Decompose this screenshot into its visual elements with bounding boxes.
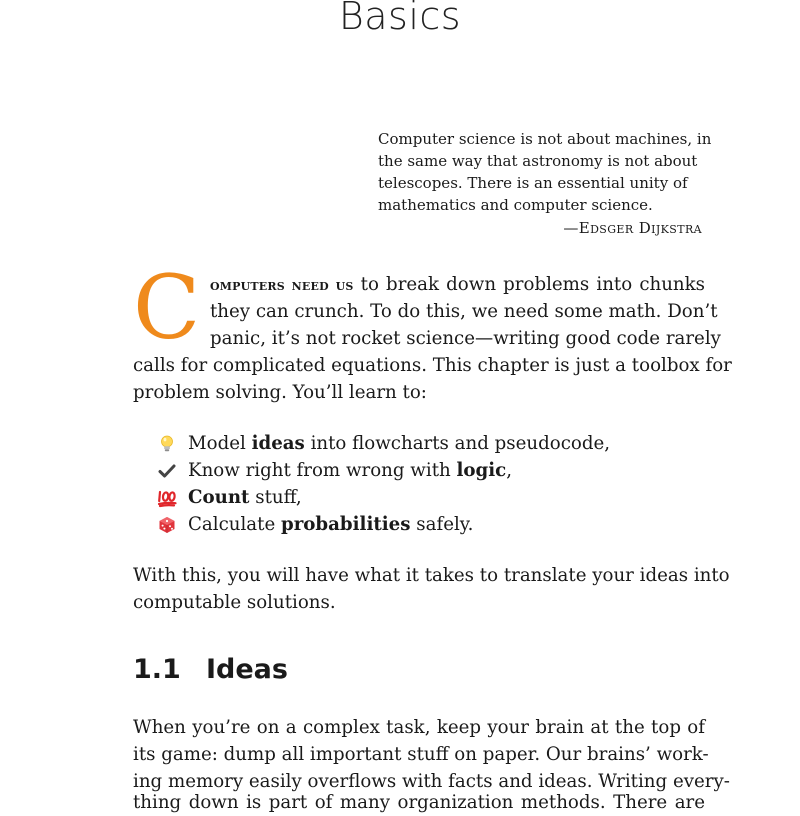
list-item (158, 457, 610, 484)
paragraph-line: With this, you will have what it takes to translate your ideas into (133, 565, 730, 586)
intro-paragraph (133, 271, 732, 406)
intro-line: calls for complicated equations. This chapter is just a toolbox for (133, 355, 732, 376)
epigraph-attribution: —Edsger Dijkstra (563, 219, 702, 237)
list-item (158, 511, 610, 538)
list-item (158, 484, 610, 511)
section-paragraph (133, 714, 730, 795)
list-item-text-after: safely. (410, 514, 474, 535)
list-item-keyword: Count (188, 487, 250, 508)
section-heading (133, 654, 288, 685)
hundred-points-icon (158, 489, 176, 507)
intro-line (133, 271, 705, 298)
list-item (158, 430, 610, 457)
list-item-text-after: , (506, 460, 513, 481)
chapter-title: Basics (338, 0, 462, 38)
list-item-text-before: Calculate (188, 514, 281, 535)
drop-cap: C (133, 256, 201, 359)
clipped-paragraph-line: thing down is part of many organization methods. There are (133, 792, 705, 813)
epigraph-line: the same way that astronomy is not about (378, 152, 698, 170)
epigraph-line: telescopes. There is an essential unity of (378, 174, 688, 192)
list-item-text-after: stuff, (249, 487, 302, 508)
section-number: 1.1 (133, 654, 181, 685)
paragraph-line: ing memory easily overflows with facts and ideas. Writing every- (133, 771, 730, 792)
dice-icon (158, 516, 176, 534)
list-item-text (188, 430, 610, 457)
lightbulb-icon (158, 435, 176, 453)
closing-paragraph (133, 562, 730, 616)
list-item-text-before: Model (188, 433, 252, 454)
paragraph-line: When you’re on a complex task, keep your brain at the top of (133, 717, 705, 738)
intro-line: they can crunch. To do this, we need some math. Don’t (210, 301, 718, 322)
epigraph (378, 128, 712, 239)
list-item-keyword: probabilities (281, 514, 411, 535)
paragraph-line: computable solutions. (133, 592, 336, 613)
list-item-text (188, 484, 302, 511)
list-item-keyword: ideas (251, 433, 305, 454)
epigraph-line: Computer science is not about machines, in (378, 130, 712, 148)
list-item-text (188, 457, 512, 484)
checkmark-icon (158, 462, 176, 480)
list-item-text-before: Know right from wrong with (188, 460, 457, 481)
list-item-keyword: logic (456, 460, 507, 481)
lead-in-text: omputers need us (210, 276, 354, 294)
epigraph-line: mathematics and computer science. (378, 196, 653, 214)
intro-line: problem solving. You’ll learn to: (133, 382, 427, 403)
section-title: Ideas (206, 654, 288, 685)
skill-list (158, 430, 610, 538)
intro-line-text: to break down problems into chunks (353, 274, 705, 295)
list-item-text-after: into flowcharts and pseudocode, (304, 433, 611, 454)
paragraph-line: its game: dump all important stuff on paper. Our brains’ work- (133, 744, 709, 765)
list-item-text (188, 511, 473, 538)
intro-line: panic, it’s not rocket science—writing good code rarely (210, 328, 721, 349)
